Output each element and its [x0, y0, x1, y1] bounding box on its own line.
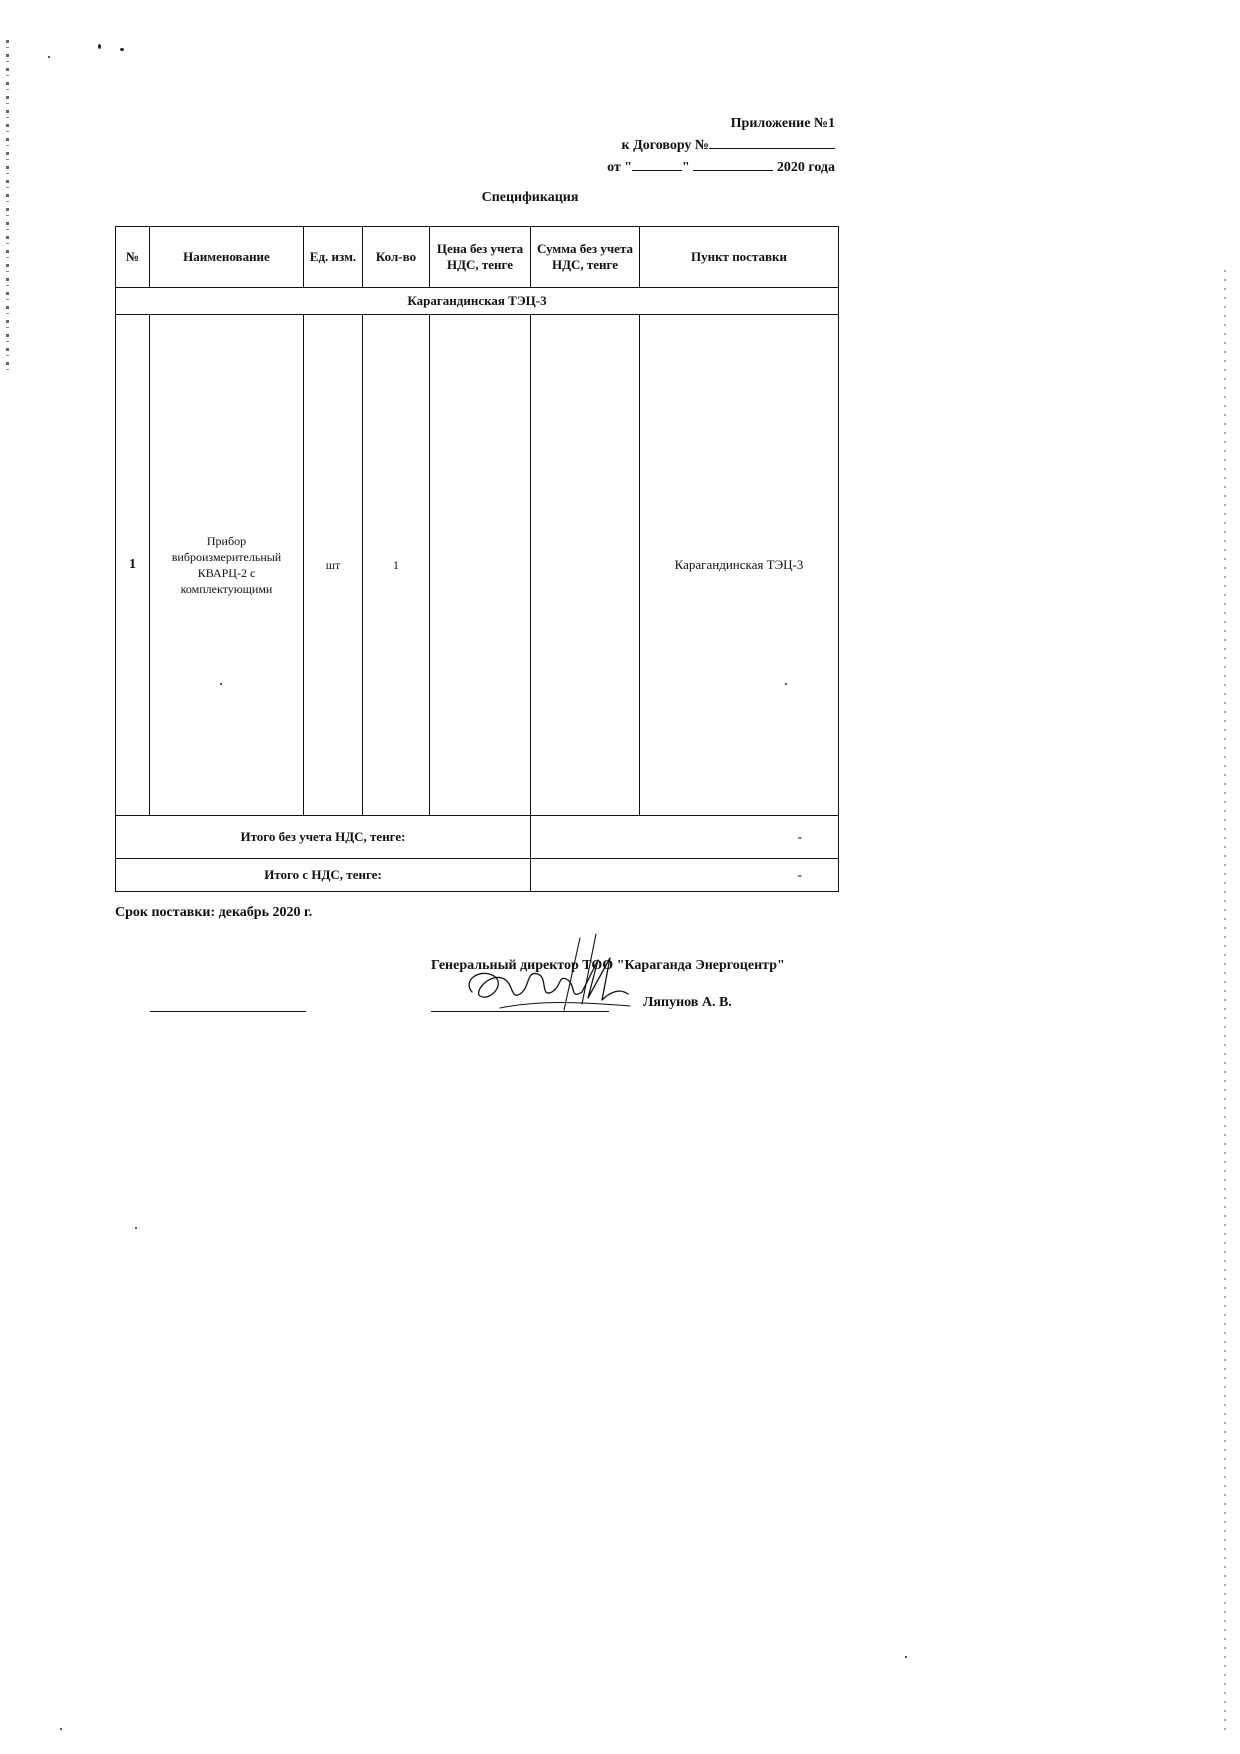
- scan-speck: [135, 1227, 137, 1229]
- row-price: [430, 315, 531, 816]
- row-qty: 1: [363, 315, 430, 816]
- row-unit: шт: [304, 315, 363, 816]
- contract-prefix: к Договору №: [621, 138, 709, 153]
- month-blank: [693, 156, 773, 171]
- row-sum: [531, 315, 640, 816]
- signature-line-left: [150, 1011, 306, 1012]
- scan-speck: [98, 44, 101, 49]
- row-delivery-point: Карагандинская ТЭЦ-3: [640, 315, 839, 816]
- section-row: [116, 288, 839, 315]
- date-year: 2020 года: [776, 160, 835, 175]
- date-mid: ": [682, 160, 690, 175]
- scan-speck: [60, 1728, 62, 1730]
- col-header-number: №: [116, 227, 150, 288]
- total-without-vat-label: Итого без учета НДС, тенге:: [116, 816, 531, 859]
- table-row: [116, 315, 839, 816]
- delivery-term: Срок поставки: декабрь 2020 г.: [115, 905, 313, 920]
- contract-date: [607, 156, 835, 178]
- row-number: 1: [116, 315, 150, 816]
- col-header-price: Цена без учета НДС, тенге: [430, 227, 531, 288]
- handwritten-signature: [460, 930, 650, 1020]
- total-with-vat-label: Итого с НДС, тенге:: [116, 859, 531, 892]
- total-with-vat-value: -: [531, 859, 839, 892]
- col-header-delivery-point: Пункт поставки: [640, 227, 839, 288]
- col-header-qty: Кол-во: [363, 227, 430, 288]
- document-title: Спецификация: [481, 190, 579, 205]
- scan-artifact-right: [1224, 270, 1226, 1730]
- appendix-header: [607, 114, 835, 178]
- section-title: Карагандинская ТЭЦ-3: [116, 288, 839, 315]
- signatory-name: Ляпунов А. В.: [643, 995, 732, 1010]
- signatory-title: Генеральный директор ТОО "Караганда Энергоцентр": [431, 958, 785, 973]
- day-blank: [632, 156, 682, 171]
- col-header-name: Наименование: [150, 227, 304, 288]
- scan-speck: [905, 1656, 907, 1658]
- col-header-unit: Ед. изм.: [304, 227, 363, 288]
- total-with-vat-row: [116, 859, 839, 892]
- appendix-number: Приложение №1: [730, 116, 835, 131]
- col-header-sum: Сумма без учета НДС, тенге: [531, 227, 640, 288]
- scan-speck: [120, 48, 124, 51]
- contract-number-blank: [709, 134, 835, 149]
- specification-table: [115, 226, 839, 892]
- table-header-row: [116, 227, 839, 288]
- row-name: Прибор виброизмерительный КВАРЦ-2 с комплектующими: [150, 315, 304, 816]
- date-prefix: от ": [607, 160, 633, 175]
- scan-speck: [48, 56, 50, 58]
- contract-reference: [607, 134, 835, 156]
- total-without-vat-row: [116, 816, 839, 859]
- total-without-vat-value: -: [531, 816, 839, 859]
